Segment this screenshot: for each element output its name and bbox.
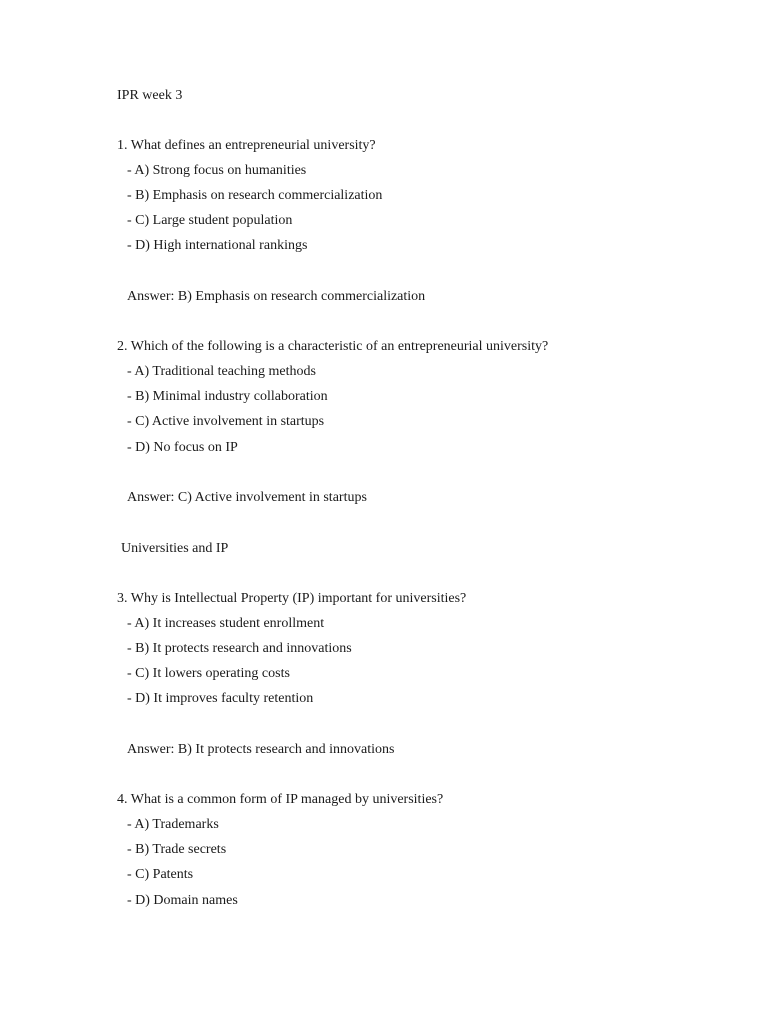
section-heading: Universities and IP <box>121 541 229 556</box>
option-b: - B) Minimal industry collaboration <box>127 389 328 404</box>
option-b: - B) Trade secrets <box>127 842 227 857</box>
option-a: - A) Strong focus on humanities <box>127 163 307 178</box>
option-a: - A) It increases student enrollment <box>127 616 325 631</box>
answer-text: Answer: C) Active involvement in startups <box>127 490 367 505</box>
answer-text: Answer: B) It protects research and innovations <box>127 742 395 757</box>
option-b: - B) It protects research and innovations <box>127 641 352 656</box>
question-text: 4. What is a common form of IP managed by universities? <box>117 792 444 807</box>
option-d: - D) It improves faculty retention <box>127 691 314 706</box>
option-a: - A) Traditional teaching methods <box>127 364 316 379</box>
option-b: - B) Emphasis on research commercialization <box>127 188 383 203</box>
document-title: IPR week 3 <box>117 88 183 103</box>
option-c: - C) It lowers operating costs <box>127 666 290 681</box>
option-d: - D) High international rankings <box>127 238 308 253</box>
question-text: 1. What defines an entrepreneurial university? <box>117 138 376 153</box>
option-c: - C) Patents <box>127 867 194 882</box>
option-a: - A) Trademarks <box>127 817 219 832</box>
option-c: - C) Large student population <box>127 213 293 228</box>
option-d: - D) Domain names <box>127 893 238 908</box>
question-text: 3. Why is Intellectual Property (IP) important for universities? <box>117 591 467 606</box>
option-d: - D) No focus on IP <box>127 440 238 455</box>
question-text: 2. Which of the following is a characteristic of an entrepreneurial university? <box>117 339 549 354</box>
answer-text: Answer: B) Emphasis on research commercialization <box>127 289 426 304</box>
option-c: - C) Active involvement in startups <box>127 414 325 429</box>
